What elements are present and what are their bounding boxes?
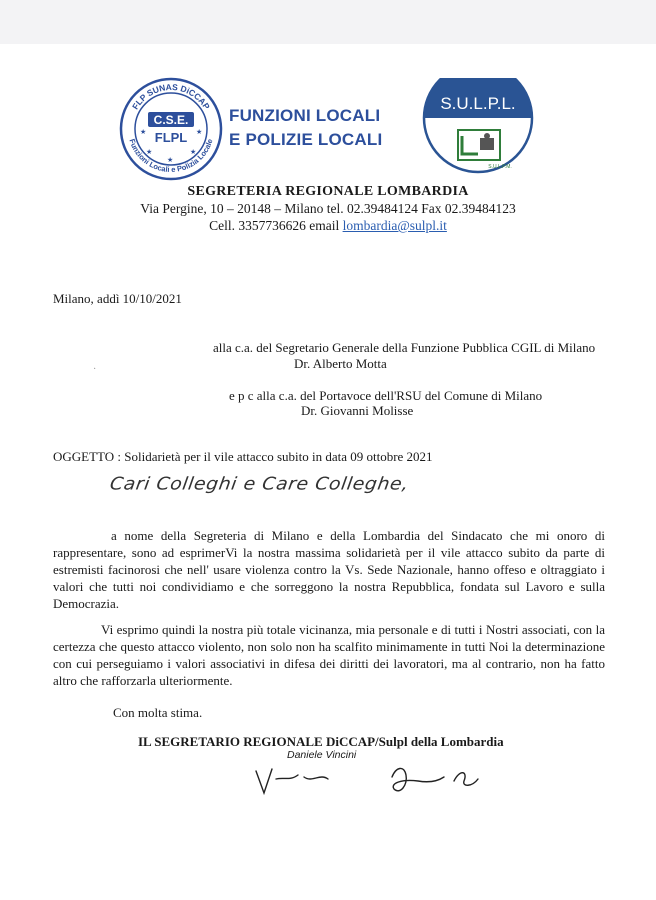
svg-text:★: ★ [140, 128, 147, 136]
paragraph-1 [53, 527, 605, 612]
letter-subject: OGGETTO : Solidarietà per il vile attacco subito in data 09 ottobre 2021 [53, 449, 433, 464]
closing: Con molta stima. [113, 705, 203, 720]
sulpm-badge-text: S.U.L.P.M. [488, 164, 512, 170]
paragraph-2-text: Vi esprimo quindi la nostra più totale vicinanza, mia personale e di tutti i Nostri associati, con la certezza che questo attacco violento, non solo non ha scalfito minimamente in tutti Noi la determinazione con cui perseguiamo i valori associativi in difesa dei diritti dei lavoratori, ma al contrario, non ha fatto altro che rafforzarla ulteriormente. [53, 622, 605, 688]
svg-text:★: ★ [146, 148, 153, 156]
svg-text:★: ★ [167, 156, 174, 164]
header-title-line2: E POLIZIE LOCALI [229, 130, 383, 149]
letterhead-title: SEGRETERIA REGIONALE LOMBARDIA [187, 184, 469, 199]
cse-flpl-logo [118, 76, 224, 182]
email-link[interactable]: lombardia@sulpl.it [342, 218, 447, 233]
letterhead-address: Via Pergine, 10 – 20148 – Milano tel. 02.39484124 Fax 02.39484123 [140, 201, 516, 216]
signature-name: Daniele Vincini [287, 749, 357, 761]
signature-title: IL SEGRETARIO REGIONALE DiCCAP/Sulpl della Lombardia [138, 734, 504, 749]
logo-ring-top-text: FLP SUNAS DiCCAP [130, 81, 212, 112]
sulpl-logo-text: S.U.L.P.L. [440, 94, 516, 113]
svg-text:★: ★ [190, 148, 197, 156]
scan-speck: · [93, 364, 97, 375]
handwritten-signature [250, 755, 490, 801]
letterhead-cell: Cell. 3357736626 email [209, 218, 343, 233]
recipient-1-line: alla c.a. del Segretario Generale della Funzione Pubblica CGIL di Milano [213, 340, 596, 355]
logo-ring-bottom-text: Funzioni Locali e Polizia Locale [127, 137, 215, 175]
svg-text:★: ★ [196, 128, 203, 136]
letter-date: Milano, addì 10/10/2021 [53, 291, 182, 306]
paragraph-1-text: a nome della Segreteria di Milano e della Lombardia del Sindacato che mi onoro di rappresentare, sono ad esprimerVi la nostra massima solidarietà per il vile attacco subito da parte di estremisti facinorosi che nell' usare violenza contro la Vs. Sede Nazionale, hanno offeso e oltraggiato i valori che tutti noi condividiamo e che sorreggono la nostra Repubblica, fondata sul Lavoro e sulla Democrazia. [53, 528, 605, 611]
viewer-top-bar [0, 0, 656, 44]
letterhead-contact [0, 218, 656, 234]
paragraph-2 [53, 621, 605, 689]
sulpl-logo [420, 78, 536, 182]
recipient-1-name: Dr. Alberto Motta [294, 356, 387, 371]
logo-center-line2: FLPL [154, 130, 188, 145]
logo-center-line1: C.S.E. [153, 113, 189, 127]
header-title [229, 104, 382, 152]
recipient-2-line: e p c alla c.a. del Portavoce dell'RSU del Comune di Milano [229, 388, 543, 403]
header-title-line1: FUNZIONI LOCALI [229, 106, 381, 125]
handwritten-greeting: Cari Colleghi e Care Colleghe, [108, 473, 411, 495]
recipient-2-name: Dr. Giovanni Molisse [301, 403, 414, 418]
sulpm-badge-icon [458, 130, 500, 160]
